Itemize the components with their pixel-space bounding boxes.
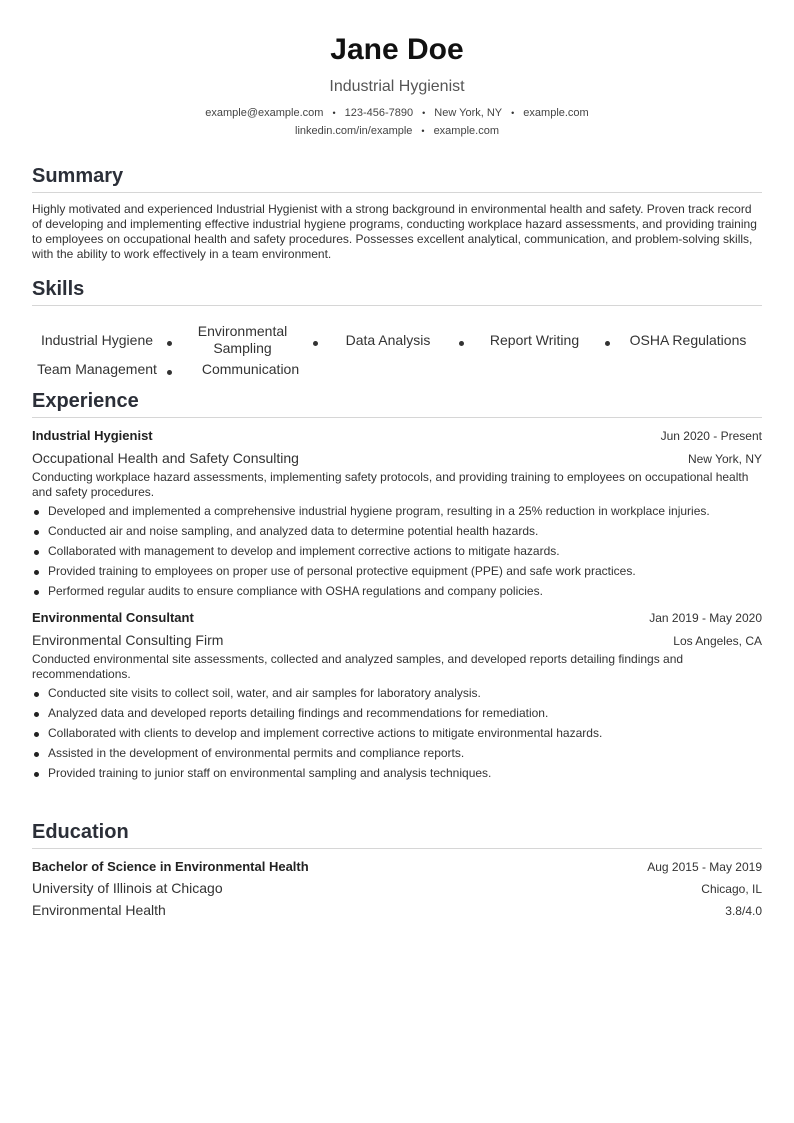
bullet-icon <box>34 712 39 717</box>
experience-entry <box>32 609 762 781</box>
job-description: Conducting workplace hazard assessments, implementing safety protocols, and providing training to employees on occupational health and safety procedures. <box>32 470 749 499</box>
education-gpa: 3.8/4.0 <box>725 904 762 918</box>
skill-item: Industrial Hygiene <box>40 332 154 348</box>
contact-row-1 <box>0 106 794 120</box>
section-title-education: Education <box>32 821 129 843</box>
bullet-text: Provided training to junior staff on environmental sampling and analysis techniques. <box>48 766 492 780</box>
bullet-text: Conducted site visits to collect soil, water, and air samples for laboratory analysis. <box>48 686 481 700</box>
bullet-text: Analyzed data and developed reports detailing findings and recommendations for remediation. <box>48 706 549 720</box>
bullet-icon <box>34 732 39 737</box>
skills-list <box>32 314 762 377</box>
bullet-text: Assisted in the development of environmental permits and compliance reports. <box>48 746 465 760</box>
bullet-text: Collaborated with management to develop and implement corrective actions to mitigate hazards. <box>48 544 560 558</box>
bullet-icon <box>34 530 39 535</box>
separator-dot: • <box>511 108 515 118</box>
skill-separator-dot <box>167 370 172 375</box>
skill-item: Data Analysis <box>345 332 431 348</box>
contact-website[interactable]: example.com <box>523 107 589 119</box>
skills-section <box>32 277 762 377</box>
job-dates: Jan 2019 - May 2020 <box>649 611 762 625</box>
candidate-name: Jane Doe <box>330 33 464 66</box>
summary-text: Highly motivated and experienced Industrial Hygienist with a strong background in environmental health and safety. Proven track record of developing and implementing effective industrial hygiene programs, conducting workplace hazard assessments, and providing training to employees on occupational health and safety procedures. Possesses excellent analytical, communication, and problem-solving skills, with the ability to work effectively in a team environment. <box>32 202 757 261</box>
contact-location: New York, NY <box>434 107 503 119</box>
section-title-skills: Skills <box>32 278 85 300</box>
skill-item: Team Management <box>37 361 157 377</box>
bullet-text: Conducted air and noise sampling, and analyzed data to determine potential health hazards. <box>48 524 539 538</box>
job-company: Environmental Consulting Firm <box>32 632 224 648</box>
bullet-icon <box>34 752 39 757</box>
list-item <box>32 524 762 539</box>
bullet-icon <box>34 510 39 515</box>
contact-linkedin[interactable]: linkedin.com/in/example <box>295 125 413 137</box>
bullet-icon <box>34 590 39 595</box>
section-title-experience: Experience <box>32 390 139 412</box>
contact-website-2[interactable]: example.com <box>433 125 499 137</box>
bullet-text: Developed and implemented a comprehensive industrial hygiene program, resulting in a 25% reduction in workplace injuries. <box>48 504 710 518</box>
list-item <box>32 544 762 559</box>
candidate-title: Industrial Hygienist <box>329 78 465 95</box>
skill-separator-dot <box>167 341 172 346</box>
contact-email[interactable]: example@example.com <box>205 107 324 119</box>
job-role: Industrial Hygienist <box>32 428 153 443</box>
bullet-text: Provided training to employees on proper use of personal protective equipment (PPE) and safe work practices. <box>48 564 636 578</box>
list-item <box>32 584 762 599</box>
contact-phone[interactable]: 123-456-7890 <box>344 107 414 119</box>
bullet-text: Performed regular audits to ensure compliance with OSHA regulations and company policies. <box>48 584 543 598</box>
skill-item: Communication <box>201 361 300 377</box>
job-bullets <box>32 504 762 599</box>
job-location: New York, NY <box>687 452 762 466</box>
education-location: Chicago, IL <box>701 882 762 896</box>
list-item <box>32 686 762 701</box>
bullet-icon <box>34 550 39 555</box>
resume-header <box>0 0 794 138</box>
list-item <box>32 504 762 519</box>
experience-section <box>32 389 762 786</box>
section-title-summary: Summary <box>32 165 124 187</box>
separator-dot: • <box>422 108 426 118</box>
education-entry <box>32 856 762 922</box>
job-description: Conducted environmental site assessments, collected and analyzed samples, and developed reports detailing findings and recommendations. <box>32 652 684 681</box>
section-divider <box>32 305 762 306</box>
list-item <box>32 746 762 761</box>
skill-separator-dot <box>459 341 464 346</box>
section-divider <box>32 192 762 193</box>
section-divider <box>32 848 762 849</box>
section-divider <box>32 417 762 418</box>
bullet-icon <box>34 692 39 697</box>
skill-separator-dot <box>605 341 610 346</box>
separator-dot: • <box>421 126 425 136</box>
list-item <box>32 726 762 741</box>
job-role: Environmental Consultant <box>32 610 194 625</box>
summary-section <box>32 164 762 262</box>
bullet-text: Collaborated with clients to develop and implement corrective actions to mitigate environmental hazards. <box>48 726 603 740</box>
list-item <box>32 706 762 721</box>
education-school: University of Illinois at Chicago <box>32 880 223 896</box>
skill-item: Report Writing <box>489 332 580 348</box>
skill-item: Environmental Sampling <box>197 323 288 356</box>
list-item <box>32 766 762 781</box>
separator-dot: • <box>332 108 336 118</box>
education-dates: Aug 2015 - May 2019 <box>647 860 762 874</box>
job-location: Los Angeles, CA <box>673 634 762 648</box>
education-section <box>32 820 762 922</box>
experience-entry <box>32 427 762 599</box>
job-company: Occupational Health and Safety Consulting <box>32 450 299 466</box>
education-field: Environmental Health <box>32 902 166 918</box>
job-dates: Jun 2020 - Present <box>660 429 762 443</box>
bullet-icon <box>34 570 39 575</box>
skill-item: OSHA Regulations <box>629 332 747 348</box>
job-bullets <box>32 686 762 781</box>
skill-separator-dot <box>313 341 318 346</box>
education-degree: Bachelor of Science in Environmental Health <box>32 859 309 874</box>
bullet-icon <box>34 772 39 777</box>
list-item <box>32 564 762 579</box>
contact-row-2 <box>0 124 794 138</box>
